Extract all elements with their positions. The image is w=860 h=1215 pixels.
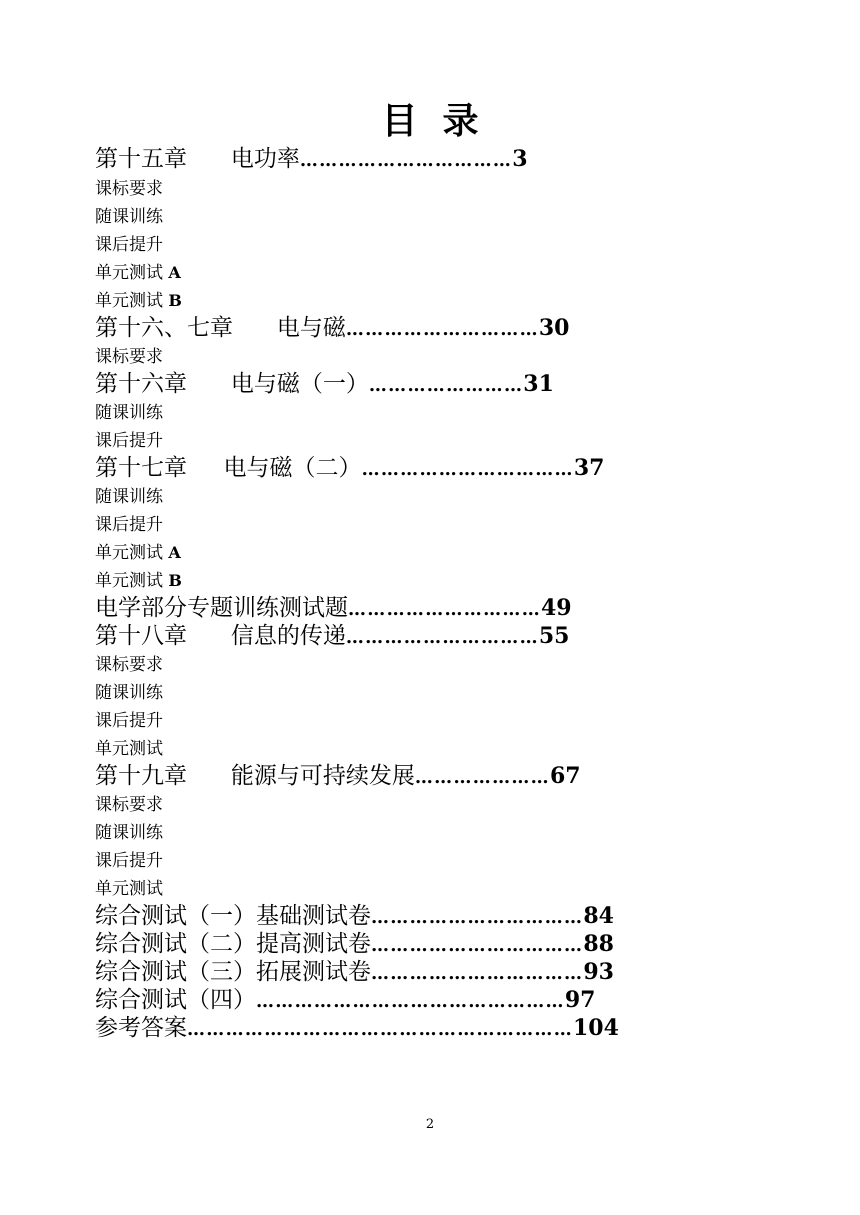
toc-entry-section[interactable] <box>95 512 163 538</box>
toc-entry-page-number: 3 <box>512 146 528 172</box>
toc-entry-page-number: 88 <box>583 931 614 957</box>
toc-entry-label: 课标要求 <box>95 179 163 199</box>
toc-entry-section[interactable] <box>95 848 163 874</box>
toc-entry-section[interactable] <box>95 232 163 258</box>
toc-entry-label: 综合测试（四） <box>95 987 256 1013</box>
toc-entry-page-number: 37 <box>573 455 605 481</box>
toc-entry-section[interactable] <box>95 484 163 510</box>
toc-leader-dots: …………………………… <box>299 150 513 171</box>
toc-entry-page-number: 67 <box>549 763 581 789</box>
toc-leader-dots: …………………………… <box>361 459 574 480</box>
toc-entry-section[interactable] <box>95 568 182 594</box>
toc-entry-label: 课标要求 <box>95 795 163 815</box>
toc-entry-section[interactable] <box>95 400 163 426</box>
toc-entry-chapter[interactable] <box>95 1014 619 1042</box>
toc-entry-label: 参考答案 <box>95 1015 187 1041</box>
toc-leader-dots: …………………………………………………… <box>187 1019 573 1040</box>
toc-entry-label: 第十六章 电与磁（一） <box>95 371 369 397</box>
toc-entry-label: 第十九章 能源与可持续发展 <box>95 763 415 789</box>
toc-leader-dots: …………………………… <box>371 907 584 928</box>
toc-entry-suffix: A <box>168 543 181 562</box>
toc-leader-dots: ………………… <box>414 767 550 788</box>
toc-entry-page-number: 55 <box>538 623 570 649</box>
toc-entry-label: 课后提升 <box>95 515 163 535</box>
toc-entry-page-number: 97 <box>564 987 596 1013</box>
toc-leader-dots: ………………………… <box>345 319 539 340</box>
toc-entry-page-number: 31 <box>523 371 554 397</box>
page-number: 2 <box>425 1117 435 1132</box>
toc-entry-chapter[interactable] <box>95 454 605 482</box>
toc-title: 目 录 <box>381 101 479 142</box>
toc-entry-label: 第十五章 电功率 <box>95 146 300 172</box>
toc-entry-label: 第十六、七章 电与磁 <box>95 315 346 341</box>
toc-entry-section[interactable] <box>95 820 163 846</box>
toc-leader-dots: …………………………… <box>371 935 584 956</box>
toc-entry-chapter[interactable] <box>95 314 570 342</box>
toc-entry-section[interactable] <box>95 792 163 818</box>
toc-entry-section[interactable] <box>95 260 181 286</box>
toc-entry-section[interactable] <box>95 344 163 370</box>
toc-entry-page-number: 84 <box>583 903 614 929</box>
toc-entry-label: 综合测试（一）基础测试卷 <box>95 903 371 929</box>
toc-entry-label: 第十七章 电与磁（二） <box>95 455 362 481</box>
toc-entry-label: 单元测试 <box>95 543 169 563</box>
toc-entry-section[interactable] <box>95 176 163 202</box>
toc-entry-section[interactable] <box>95 708 163 734</box>
toc-entry-page-number: 30 <box>538 315 570 341</box>
toc-entry-section[interactable] <box>95 204 163 230</box>
toc-entry-label: 单元测试 <box>95 291 169 311</box>
toc-entry-label: 电学部分专题训练测试题 <box>95 595 348 621</box>
toc-entry-section[interactable] <box>95 680 163 706</box>
toc-entry-chapter[interactable] <box>95 930 614 958</box>
toc-entry-label: 单元测试 <box>95 263 169 283</box>
toc-entry-suffix: B <box>168 291 182 310</box>
toc-entry-page-number: 49 <box>541 595 572 621</box>
toc-entry-label: 单元测试 <box>95 571 169 591</box>
toc-entry-label: 单元测试 <box>95 879 163 899</box>
toc-leader-dots: ………………………… <box>345 627 539 648</box>
toc-entry-label: 课后提升 <box>95 235 163 255</box>
toc-entry-label: 课标要求 <box>95 347 163 367</box>
toc-entry-chapter[interactable] <box>95 594 572 622</box>
toc-entry-label: 单元测试 <box>95 739 163 759</box>
toc-entry-label: 综合测试（三）拓展测试卷 <box>95 959 371 985</box>
toc-entry-label: 第十八章 信息的传递 <box>95 623 346 649</box>
toc-entry-label: 综合测试（二）提高测试卷 <box>95 931 371 957</box>
toc-entry-label: 课标要求 <box>95 655 163 675</box>
toc-entry-label: 随课训练 <box>95 207 163 227</box>
toc-entry-section[interactable] <box>95 736 163 762</box>
toc-leader-dots: ………………………………………… <box>256 991 565 1012</box>
toc-entry-chapter[interactable] <box>95 145 528 173</box>
toc-entry-chapter[interactable] <box>95 958 614 986</box>
toc-entry-label: 随课训练 <box>95 487 163 507</box>
toc-entry-page-number: 93 <box>583 959 614 985</box>
toc-entry-chapter[interactable] <box>95 902 614 930</box>
toc-entry-suffix: B <box>168 571 182 590</box>
toc-entry-section[interactable] <box>95 652 163 678</box>
toc-entry-label: 课后提升 <box>95 711 163 731</box>
toc-entry-chapter[interactable] <box>95 370 554 398</box>
toc-leader-dots: …………………………… <box>371 963 584 984</box>
toc-entry-label: 随课训练 <box>95 823 163 843</box>
toc-entry-label: 课后提升 <box>95 431 163 451</box>
toc-entry-section[interactable] <box>95 540 181 566</box>
toc-entry-label: 随课训练 <box>95 403 163 423</box>
toc-entry-page-number: 104 <box>573 1015 619 1041</box>
toc-entry-chapter[interactable] <box>95 622 570 650</box>
toc-entry-section[interactable] <box>95 288 182 314</box>
toc-entry-label: 课后提升 <box>95 851 163 871</box>
toc-entry-label: 随课训练 <box>95 683 163 703</box>
toc-leader-dots: …………………… <box>368 375 524 396</box>
toc-entry-chapter[interactable] <box>95 986 595 1014</box>
toc-entry-chapter[interactable] <box>95 762 581 790</box>
toc-leader-dots: ………………………… <box>348 599 541 620</box>
toc-entry-section[interactable] <box>95 428 163 454</box>
toc-entry-section[interactable] <box>95 876 163 902</box>
toc-entry-suffix: A <box>168 263 181 282</box>
